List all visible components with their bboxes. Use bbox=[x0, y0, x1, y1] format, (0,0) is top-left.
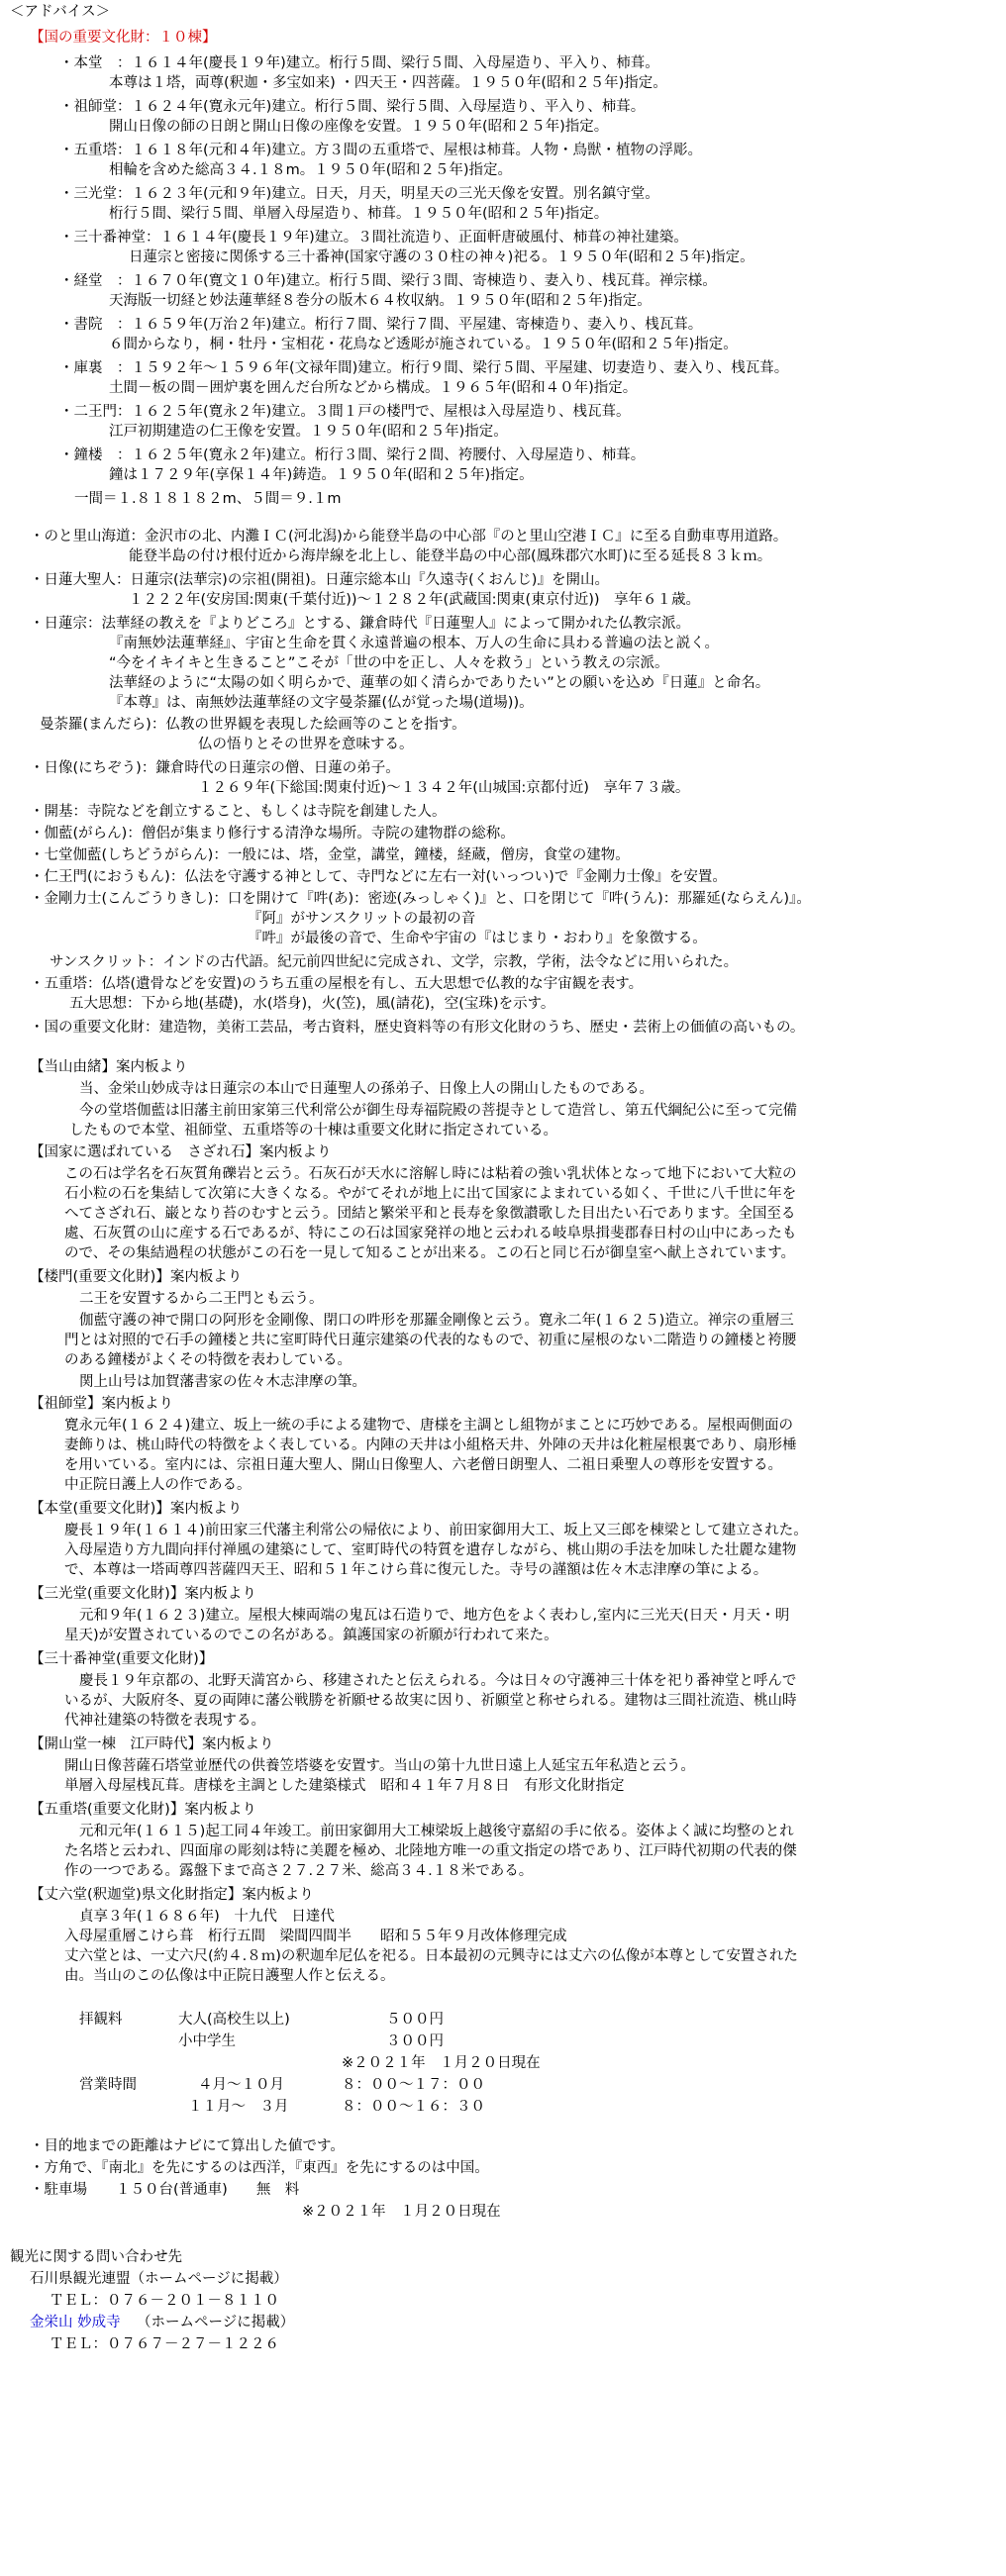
text-line: 『阿』がサンスクリットの最初の音 bbox=[248, 911, 476, 927]
text-line: ・伽藍(がらん)：僧侶が集まり修行する清浄な場所。寺院の建物群の総称。 bbox=[30, 826, 515, 842]
text-line: 営業時間 bbox=[79, 2077, 137, 2093]
text-line: ・五重塔：仏塔(遺骨などを安置)のうち五重の屋根を有し、五大思想で仏教的な宇宙観を表す。 bbox=[30, 976, 644, 992]
text-line: 處、石灰質の山に産する石であるが、特にこの石は国家発祥の地と云われる岐阜県揖斐郡春日村の山中にあったも bbox=[64, 1226, 797, 1241]
text-line: 【祖師堂】案内板より bbox=[30, 1396, 173, 1412]
text-line: 【本堂(重要文化財)】案内板より bbox=[30, 1501, 243, 1517]
text-line: 一間＝１.８１８１８２m、５間＝９.１m bbox=[74, 491, 342, 507]
text-line: ・庫裏 ：１５９２年～１５９６年(文禄年間)建立。桁行９間、梁行５間、平屋建、切妻造り、妻入り、桟瓦葺。 bbox=[59, 360, 789, 376]
text-line: 桁行５間、梁行５間、単層入母屋造り、柿葺。１９５０年(昭和２５年)指定。 bbox=[109, 206, 609, 222]
text-line: ・鐘楼 ：１６２５年(寛永２年)建立。桁行３間、梁行２間、袴腰付、入母屋造り、柿葺。 bbox=[59, 447, 646, 463]
text-line: 入母屋造り方九間向拝付禅風の建築にして、室町時代の特質を遺存しながら、桃山期の手法を加味した壮麗な建物 bbox=[64, 1542, 797, 1558]
text-line: “今をイキイキと生きること”こそが「世の中を正し、人々を救う」という教えの宗派。 bbox=[109, 655, 669, 671]
text-line: 拝観料 bbox=[79, 2012, 123, 2028]
text-line: ・五重塔：１６１８年(元和４年)建立。方３間の五重塔で、屋根は柿葺。人物・鳥獣・植物の浮彫。 bbox=[59, 143, 703, 158]
text-line: 【丈六堂(釈迦堂)県文化財指定】案内板より bbox=[30, 1887, 314, 1903]
text-line: 江戸初期建造の仁王像を安置。１９５０年(昭和２５年)指定。 bbox=[109, 424, 508, 440]
text-line: 小中学生 bbox=[178, 2033, 236, 2049]
text-line: 石小粒の石を集結して次第に大きくなる。やがてそれが地上に出て国家によまれている如く、千世に八千世に年を bbox=[64, 1186, 797, 1202]
text-line: 能登半島の付け根付近から海岸線を北上し、能登半島の中心部(鳳珠郡穴水町)に至る延長８３ｋｍ。 bbox=[129, 548, 772, 564]
text-line: 伽藍守護の神で開口の阿形を金剛像、閉口の吽形を那羅金剛像と云う。寛永二年(１６２５)造立。禅宗の重層三 bbox=[79, 1313, 794, 1329]
text-line: ＴＥＬ：０７６－２０１－８１１０ bbox=[50, 2293, 279, 2309]
text-line: 法華経のように“太陽の如く明らかで、蓮華の如く清らかでありたい”との願いを込め『日蓮』と命名。 bbox=[109, 675, 770, 691]
text-line: 作の一つである。露盤下まで高さ２７.２７米、総高３４.１８米である。 bbox=[64, 1863, 534, 1879]
text-line: 元和元年(１６１５)起工同４年竣工。前田家御用大工棟梁坂上越後守嘉紹の手に依る。姿体よく誠に均整のとれ bbox=[79, 1824, 794, 1839]
text-line: 中正院日護上人の作である。 bbox=[64, 1477, 252, 1493]
text-line: 代神社建築の特徴を表現する。 bbox=[64, 1713, 265, 1729]
text-line: 開山日像の師の日朗と開山日像の座像を安置。１９５０年(昭和２５年)指定。 bbox=[109, 119, 609, 135]
text-line: ・書院 ：１６５９年(万治２年)建立。桁行７間、梁行７間、平屋建、寄棟造り、妻入り、桟瓦葺。 bbox=[59, 317, 703, 333]
text-line: 【国家に選ばれている さざれ石】案内板より bbox=[30, 1144, 332, 1160]
text-line: 『本尊』は、南無妙法蓮華経の文字曼荼羅(仏が覚った場(道場))。 bbox=[109, 695, 534, 711]
text-line: ※２０２１年 １月２０日現在 bbox=[302, 2204, 501, 2220]
text-line: 妻飾りは、桃山時代の特徴をよく表している。内陣の天井は小組格天井、外陣の天井は化粧屋根裏であり、扇形棰 bbox=[64, 1437, 797, 1453]
text-line: ・開基：寺院などを創立すること、もしくは寺院を創建した人。 bbox=[30, 804, 447, 820]
text-line: 由。当山のこの仏像は中正院日護聖人作と伝える。 bbox=[64, 1968, 395, 1984]
text-line: ５００円 bbox=[386, 2012, 444, 2028]
text-line: ４月～１０月 bbox=[198, 2077, 284, 2093]
text-line: ３００円 bbox=[386, 2033, 444, 2049]
text-line: ・日蓮大聖人：日蓮宗(法華宗)の宗祖(開祖)。日蓮宗総本山『久遠寺(くおんじ)』を開山。 bbox=[30, 572, 609, 588]
text-line: ので、その集結過程の状態がこの石を一見して知ることが出来る。この石と同じ石が御皇室へ献上されています。 bbox=[64, 1245, 796, 1261]
text-line: 日蓮宗と密接に関係する三十番神(国家守護の３０柱の神々)祀る。１９５０年(昭和２５年)指定。 bbox=[129, 249, 754, 265]
text-line: 慶長１９年(１６１４)前田家三代藩主利常公の帰依により、前田家御用大工、坂上又三郎を棟梁として建立された。 bbox=[64, 1523, 808, 1538]
text-line: サンスクリット：インドの古代語。紀元前四世紀に完成され、文学，宗教，学術，法令などに用いられた。 bbox=[50, 954, 739, 970]
text-line: 『吽』が最後の音で、生命や宇宙の『はじまり・おわり』を象徴する。 bbox=[248, 931, 707, 946]
text-line: 入母屋重層こけら葺 桁行五間 梁間四間半 昭和５５年９月改体修理完成 bbox=[64, 1929, 567, 1944]
text-line: 元和９年(１６２３)建立。屋根大棟両端の鬼瓦は石造りで、地方色をよく表わし,室内に三光天(日天・月天・明 bbox=[79, 1608, 790, 1624]
text-line: ・金剛力士(こんごうりきし)：口を開けて『吽(あ)：密迹(みっしゃく)』と、口を閉じて『吽(うん)：那羅延(ならえん)』。 bbox=[30, 891, 811, 907]
text-line: １２２２年(安房国:関東(千葉付近))～１２８２年(武蔵国:関東(東京付近)) 享年６１歳。 bbox=[129, 592, 701, 608]
text-line: ・日像(にちぞう)：鎌倉時代の日蓮宗の僧、日蓮の弟子。 bbox=[30, 760, 400, 776]
text-line: ・三光堂：１６２３年(元和９年)建立。日天，月天，明星天の三光天像を安置。別名鎮守堂。 bbox=[59, 186, 659, 202]
text-line: ＴＥＬ：０７６７－２７－１２２６ bbox=[50, 2336, 279, 2352]
text-line: ＜アドバイス＞ bbox=[10, 4, 111, 20]
text-line: 大人(高校生以上) bbox=[178, 2012, 290, 2028]
text-line: ・日蓮宗：法華経の教えを『よりどころ』とする、鎌倉時代『日蓮聖人』によって開かれた仏教宗派。 bbox=[30, 616, 690, 632]
text-line: （ホームページに掲載） bbox=[137, 2315, 295, 2330]
text-line: た名塔と云われ、四面扉の彫刻は特に美麗を極め、北陸地方唯一の重文指定の塔であり、江戸時代初期の代表的傑 bbox=[64, 1843, 797, 1859]
text-line: 五大思想：下から地(基礎)，水(塔身)，火(笠)，風(請花)，空(宝珠)を示す。 bbox=[69, 996, 555, 1012]
text-line: 門とは対照的で石手の鐘楼と共に室町時代日蓮宗建築の代表的なもので、初重に屋根のない二階造りの鐘楼と袴腰 bbox=[64, 1333, 797, 1348]
text-line: 当、金栄山妙成寺は日蓮宗の本山で日蓮聖人の孫弟子、日像上人の開山したものである。 bbox=[79, 1081, 654, 1097]
text-line: 仏の悟りとその世界を意味する。 bbox=[198, 737, 414, 752]
text-line: 天海版一切経と妙法蓮華経８巻分の版木６４枚収納。１９５０年(昭和２５年)指定。 bbox=[109, 293, 652, 309]
text-line: 石川県観光連盟（ホームページに掲載） bbox=[30, 2271, 288, 2287]
text-line: ・三十番神堂：１６１４年(慶長１９年)建立。３間社流造り、正面軒唐破風付、柿葺の神社建築。 bbox=[59, 230, 688, 246]
text-line: 【五重塔(重要文化財)】案内板より bbox=[30, 1802, 256, 1818]
text-line: ※２０２１年 １月２０日現在 bbox=[342, 2055, 541, 2071]
text-line: ８：００～１６：３０ bbox=[342, 2099, 485, 2115]
text-line: 『南無妙法蓮華経』、宇宙と生命を貫く永遠普遍の根本、万人の生命に具わる普遍の法と説く。 bbox=[109, 636, 719, 651]
text-line: ・方角で、『南北』を先にするのは西洋，『東西』を先にするのは中国。 bbox=[30, 2160, 489, 2176]
text-line: を用いている。室内には、宗祖日蓮大聖人、開山日像聖人、六老僧日朗聖人、二祖日乗聖人の尊形を安置する。 bbox=[64, 1457, 782, 1473]
text-line: 鐘は１７２９年(享保１４年)鋳造。１９５０年(昭和２５年)指定。 bbox=[109, 467, 534, 483]
text-line: ６間からなり，桐・牡丹・宝相花・花鳥など透彫が施されている。１９５０年(昭和２５年)指定。 bbox=[109, 337, 738, 352]
text-line: ・駐車場 １５０台(普通車) 無 料 bbox=[30, 2182, 300, 2198]
text-line: 慶長１９年京都の、北野天満宮から、移建されたと伝えられる。今は日々の守護神三十体を祀り番神堂と呼んで bbox=[79, 1673, 797, 1689]
text-line: 【開山堂一棟 江戸時代】案内板より bbox=[30, 1736, 274, 1752]
text-line: １１月～ ３月 bbox=[188, 2099, 289, 2115]
text-line: のある鐘楼がよくその特徴を表わしている。 bbox=[64, 1352, 352, 1368]
text-line: ・本堂 ：１６１４年(慶長１９年)建立。桁行５間、梁行５間、入母屋造り、平入り、柿葺。 bbox=[59, 55, 659, 71]
text-line: いるが、大阪府冬、夏の両陣に藩公戦勝を祈願せる故実に因り、祈願堂と称せられる。建物は三間社流造、桃山時 bbox=[64, 1693, 797, 1709]
text-line: ８：００～１７：００ bbox=[342, 2077, 485, 2093]
text-line: 本尊は１塔，両尊(釈迦・多宝如来) ・四天王・四菩薩。１９５０年(昭和２５年)指定。 bbox=[109, 75, 667, 91]
text-line: ・国の重要文化財：建造物，美術工芸品，考古資料，歴史資料等の有形文化財のうち、歴史・芸術上の価値の高いもの。 bbox=[30, 1020, 805, 1036]
text-line: 開山日像菩薩石塔堂並歴代の供養笠塔婆を安置す。当山の第十九世日遠上人延宝五年私造と云う。 bbox=[64, 1758, 695, 1774]
text-line: 観光に関する問い合わせ先 bbox=[10, 2249, 182, 2265]
text-line: ・仁王門(におうもん)：仏法を守護する神として、寺門などに左右一対(いっつい)で『金剛力士像』を安置。 bbox=[30, 869, 727, 885]
text-line: １２６９年(下総国:関東付近)～１３４２年(山城国:京都付近) 享年７３歳。 bbox=[198, 780, 690, 796]
text-line: ・祖師堂：１６２４年(寛永元年)建立。桁行５間、梁行５間、入母屋造り、平入り、柿葺。 bbox=[59, 99, 646, 115]
text-line: ・目的地までの距離はナビにて算出した値です。 bbox=[30, 2138, 345, 2154]
text-line: したもので本堂、祖師堂、五重塔等の十棟は重要文化財に指定されている。 bbox=[69, 1123, 557, 1139]
text-line: 曼荼羅(まんだら)：仏教の世界観を表現した絵画等のことを指す。 bbox=[40, 717, 466, 733]
text-line: ・二王門：１６２５年(寛永２年)建立。３間１戸の楼門で、屋根は入母屋造り、桟瓦葺。 bbox=[59, 404, 631, 420]
text-line: 丈六堂とは、一丈六尺(約４.８ｍ)の釈迦牟尼仏を祀る。日本最初の元興寺には丈六の仏像が本尊として安置された bbox=[64, 1948, 798, 1964]
text-line: ・経堂 ：１６７０年(寛文１０年)建立。桁行５間、梁行３間、寄棟造り、妻入り、桟瓦葺。禅宗様。 bbox=[59, 273, 717, 289]
text-line: 単層入母屋桟瓦葺。唐様を主調とした建築様式 昭和４１年７月８日 有形文化財指定 bbox=[64, 1778, 625, 1794]
text-line: ・七堂伽藍(しちどうがらん)：一般には、塔，金堂，講堂，鐘楼，経蔵，僧房，食堂の建物。 bbox=[30, 847, 630, 863]
text-line: 今の堂塔伽藍は旧藩主前田家第三代利常公が御生母寿福院殿の菩提寺として造営し、第五代綱紀公に至って完備 bbox=[79, 1103, 797, 1119]
text-line: ・のと里山海道：金沢市の北、内灘ＩＣ(河北潟)から能登半島の中心部『のと里山空港ＩＣ』に至る自動車専用道路。 bbox=[30, 529, 788, 545]
text-line: この石は学名を石灰質角礫岩と云う。石灰石が天水に溶解し時には粘着の強い乳状体となって地下において大粒の bbox=[64, 1166, 797, 1182]
text-line: 寛永元年(１６２４)建立、坂上一統の手による建物で、唐様を主調とし組物がまことに巧妙である。屋根両側面の bbox=[64, 1418, 794, 1434]
text-line: 貞享３年(１６８６年) 十九代 日達代 bbox=[79, 1909, 335, 1925]
temple-link[interactable]: 金栄山 妙成寺 bbox=[30, 2315, 121, 2330]
text-line: 【国の重要文化財：１０棟】 bbox=[30, 30, 217, 46]
text-line: 【三十番神堂(重要文化財)】 bbox=[30, 1651, 214, 1667]
text-line: へてさざれ石、巌となり苔のむすと云う。団結と繁栄平和と長寿を象徴讃歌した目出たい石であります。全国至る bbox=[64, 1206, 796, 1222]
text-line: 二王を安置するから二王門とも云う。 bbox=[79, 1291, 324, 1307]
text-line: 【当山由緒】案内板より bbox=[30, 1059, 188, 1075]
text-line: 相輪を含めた総高３４.１８m。１９５０年(昭和２５年)指定。 bbox=[109, 162, 513, 178]
text-line: 関上山号は加賀藩書家の佐々木志津摩の筆。 bbox=[79, 1374, 366, 1390]
text-line: 星天)が安置されているのでこの名がある。鎮護国家の祈願が行われて来た。 bbox=[64, 1628, 558, 1643]
text-line: 【楼門(重要文化財)】案内板より bbox=[30, 1269, 243, 1285]
text-line: 【三光堂(重要文化財)】案内板より bbox=[30, 1586, 256, 1602]
text-line: 土間－板の間－囲炉裏を囲んだ台所などから構成。１９６５年(昭和４０年)指定。 bbox=[109, 380, 638, 396]
text-line: で、本尊は一塔両尊四菩薩四天王、昭和５１年こけら葺に復元した。寺号の謹額は佐々木志津摩の筆による。 bbox=[64, 1562, 768, 1578]
